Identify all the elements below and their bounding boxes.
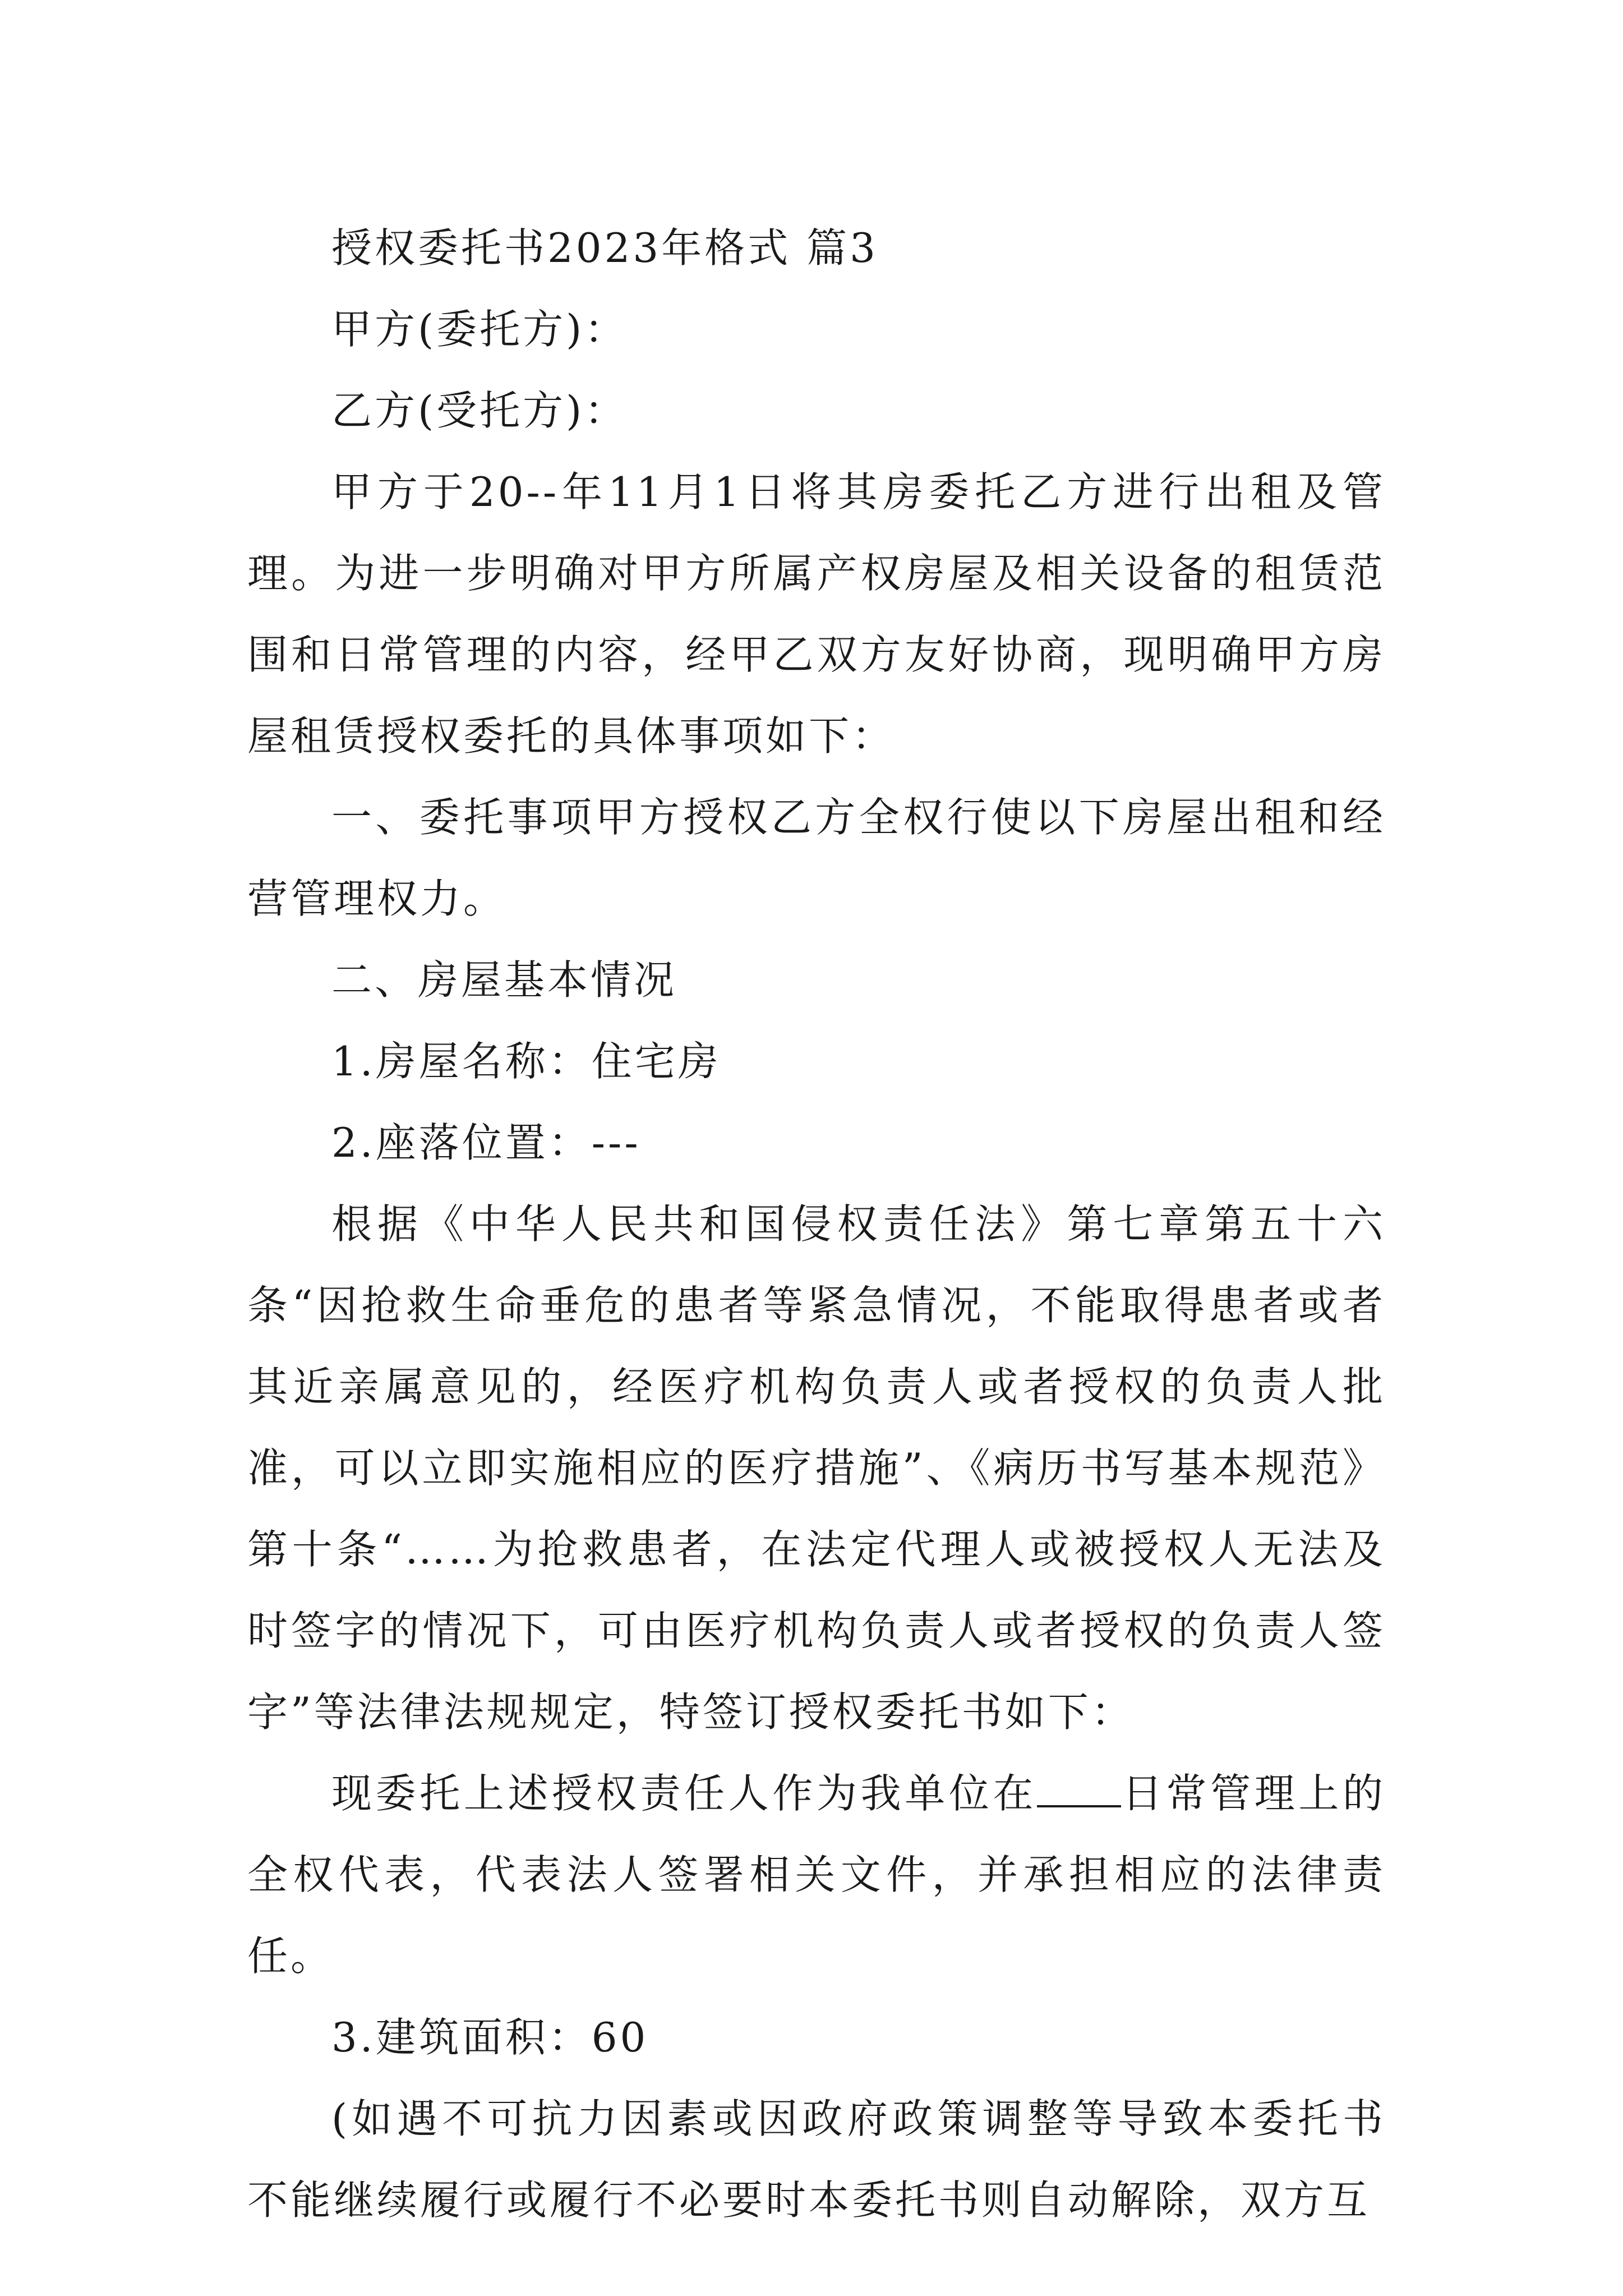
document-title: 授权委托书2023年格式 篇3	[331, 224, 878, 272]
fill-in-blank	[1037, 1772, 1121, 1807]
legal-basis-paragraph: 根据《中华人民共和国侵权责任法》第七章第五十六条“因抢救生命垂危的患者等紧急情况，不能取得患者或者其近亲属意见的，经医疗机构负责人或者授权的负责人批准，可以立即实施相应的医疗措施”、《病历书写基本规范》第十条“……为抢救患者，在法定代理人或被授权人无法及时签字的情况下，可由医疗机构负责人或者授权的负责人签字”等法律法规规定，特签订授权委托书如下：	[247, 1200, 1386, 1736]
area-line: 3.建筑面积：60	[331, 2014, 649, 2061]
location-line: 2.座落位置：---	[331, 1119, 641, 1166]
delegation-paragraph	[247, 1753, 1386, 1997]
item-2-heading: 二、房屋基本情况	[331, 956, 677, 1004]
party-a-line: 甲方(委托方)：	[331, 306, 628, 353]
force-majeure-paragraph: (如遇不可抗力因素或因政府政策调整等导致本委托书不能继续履行或履行不必要时本委托书则自动解除，双方互	[247, 2095, 1386, 2224]
party-b-line: 乙方(受托方)：	[331, 387, 628, 434]
house-name-line: 1.房屋名称：住宅房	[331, 1038, 721, 1085]
document-body	[247, 208, 1386, 2241]
delegation-text-after: 日常管理上的全权代表，代表法人签署相关文件，并承担相应的法律责任。	[247, 1770, 1386, 1980]
intro-paragraph: 甲方于20--年11月1日将其房委托乙方进行出租及管理。为进一步明确对甲方所属产权房屋及相关设备的租赁范围和日常管理的内容，经甲乙双方友好协商，现明确甲方房屋租赁授权委托的具体事项如下：	[247, 468, 1386, 760]
delegation-text-before: 现委托上述授权责任人作为我单位在	[331, 1770, 1038, 1817]
item-1-paragraph: 一、委托事项甲方授权乙方全权行使以下房屋出租和经营管理权力。	[247, 794, 1386, 922]
